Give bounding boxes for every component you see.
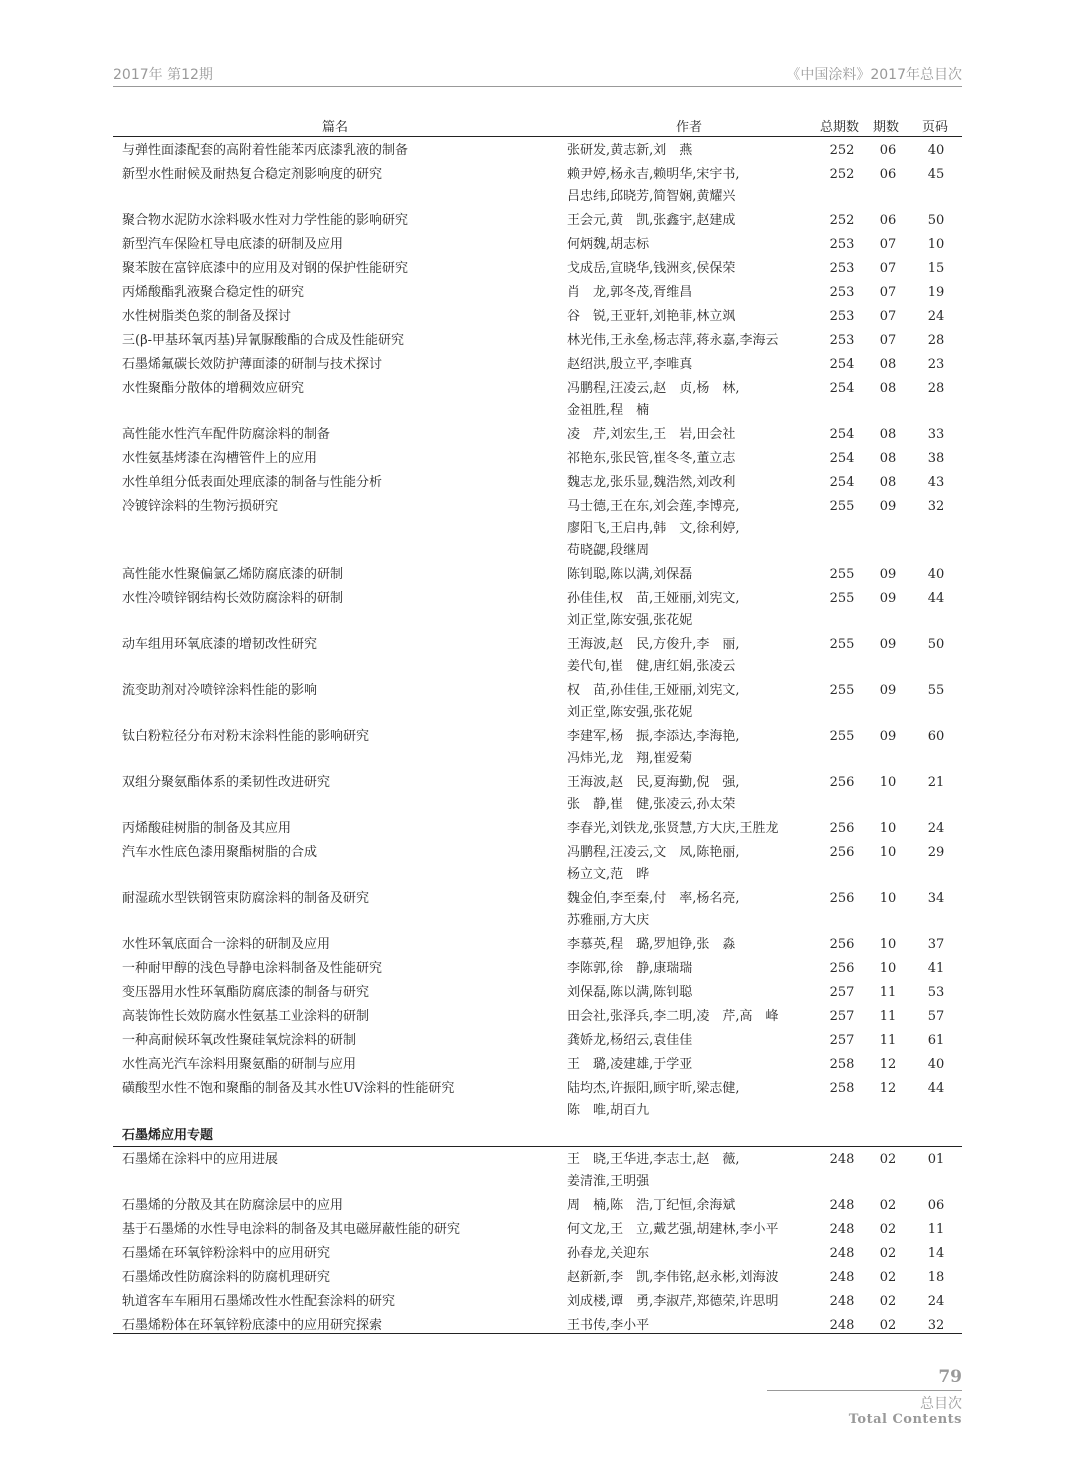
page-number-cell: 55 [927, 683, 945, 698]
article-title: 高性能水性汽车配件防腐涂料的制备 [122, 427, 331, 442]
total-issue: 256 [829, 845, 855, 860]
total-issue: 252 [829, 213, 855, 228]
page-number-cell: 23 [927, 357, 945, 372]
article-authors [567, 958, 822, 980]
total-issue: 248 [829, 1318, 855, 1333]
author-line: 林光伟,王永垒,杨志萍,蒋永嘉,李海云 [567, 333, 779, 348]
author-line: 凌 芹,刘宏生,王 岩,田会社 [567, 427, 736, 442]
total-issue: 248 [829, 1270, 855, 1285]
issue-number: 07 [879, 285, 897, 300]
page-number-cell: 50 [927, 213, 945, 228]
article-authors [567, 982, 822, 1004]
total-issue: 248 [829, 1198, 855, 1213]
issue-number: 06 [879, 167, 897, 182]
column-header-vol: 总期数 [820, 120, 860, 135]
article-authors [567, 588, 822, 632]
total-issue: 258 [829, 1057, 855, 1072]
article-authors [567, 1195, 822, 1217]
total-issue: 256 [829, 821, 855, 836]
page-number-cell: 60 [927, 729, 945, 744]
issue-number: 09 [879, 591, 897, 606]
issue-number: 10 [879, 845, 897, 860]
total-issue: 253 [829, 333, 855, 348]
header-right: 《中国涂料》2017年总目次 [786, 67, 962, 83]
author-line: 肖 龙,郭冬茂,胥维昌 [567, 285, 693, 300]
article-title: 动车组用环氧底漆的增韧改性研究 [122, 637, 318, 652]
issue-number: 08 [879, 357, 897, 372]
author-line: 苟晓勰,段继周 [567, 543, 650, 558]
author-line: 冯鹏程,汪凌云,文 凤,陈艳丽, [567, 845, 740, 860]
article-title: 高装饰性长效防腐水性氨基工业涂料的研制 [122, 1009, 370, 1024]
article-title: 钛白粉粒径分布对粉末涂料性能的影响研究 [122, 729, 370, 744]
article-title: 水性树脂类色浆的制备及探讨 [122, 309, 292, 324]
issue-number: 10 [879, 775, 897, 790]
author-line: 吕忠纬,邱晓芳,简智娴,黄耀兴 [567, 189, 736, 204]
issue-number: 09 [879, 637, 897, 652]
article-authors [567, 934, 822, 956]
author-line: 祁艳东,张民管,崔冬冬,董立志 [567, 451, 736, 466]
column-header-title: 篇名 [322, 120, 349, 135]
total-issue: 252 [829, 143, 855, 158]
article-title: 水性聚酯分散体的增稠效应研究 [122, 381, 305, 396]
author-line: 李春光,刘铁龙,张贤慧,方大庆,王胜龙 [567, 821, 779, 836]
article-title: 汽车水性底色漆用聚酯树脂的合成 [122, 845, 318, 860]
issue-number: 08 [879, 451, 897, 466]
article-authors [567, 634, 822, 678]
article-title: 丙烯酸酯乳液聚合稳定性的研究 [122, 285, 305, 300]
total-issue: 257 [829, 1009, 855, 1024]
column-header-issue: 期数 [873, 120, 900, 135]
article-authors [567, 282, 822, 304]
page-number-cell: 40 [927, 567, 945, 582]
section-title: 石墨烯应用专题 [122, 1128, 214, 1143]
issue-number: 02 [879, 1294, 897, 1309]
issue-number: 06 [879, 143, 897, 158]
total-issue: 248 [829, 1222, 855, 1237]
article-title: 新型汽车保险杠导电底漆的研制及应用 [122, 237, 344, 252]
article-authors [567, 424, 822, 446]
page-number-cell: 57 [927, 1009, 945, 1024]
total-issue: 255 [829, 591, 855, 606]
page-number: 79 [938, 1367, 962, 1387]
article-authors [567, 306, 822, 328]
author-line: 赖尹婷,杨永吉,赖明华,宋宇书, [567, 167, 740, 182]
issue-number: 11 [879, 985, 897, 1000]
author-line: 王会元,黄 凯,张鑫宇,赵建成 [567, 213, 736, 228]
author-line: 陆均杰,许振阳,顾宇昕,梁志健, [567, 1081, 740, 1096]
author-line: 张 静,崔 健,张凌云,孙太荣 [567, 797, 736, 812]
author-line: 陈 唯,胡百九 [567, 1103, 650, 1118]
total-issue: 258 [829, 1081, 855, 1096]
author-line: 冯炜光,龙 翔,崔爱菊 [567, 751, 693, 766]
total-issue: 253 [829, 237, 855, 252]
author-line: 刘保磊,陈以满,陈钊聪 [567, 985, 693, 1000]
author-line: 王 晓,王华进,李志士,赵 薇, [567, 1152, 740, 1167]
issue-number: 02 [879, 1152, 897, 1167]
article-title: 石墨烯粉体在环氧锌粉底漆中的应用研究探索 [122, 1318, 383, 1333]
author-line: 李建军,杨 振,李添达,李海艳, [567, 729, 740, 744]
header-divider [113, 86, 962, 87]
article-authors [567, 210, 822, 232]
article-title: 一种高耐候环氧改性聚硅氧烷涂料的研制 [122, 1033, 357, 1048]
page-number-cell: 19 [927, 285, 945, 300]
article-title: 石墨烯改性防腐涂料的防腐机理研究 [122, 1270, 331, 1285]
author-line: 姜清淮,王明强 [567, 1174, 650, 1189]
author-line: 龚娇龙,杨绍云,袁佳佳 [567, 1033, 693, 1048]
article-authors [567, 726, 822, 770]
issue-number: 09 [879, 499, 897, 514]
article-title: 丙烯酸硅树脂的制备及其应用 [122, 821, 292, 836]
article-authors [567, 888, 822, 932]
author-line: 张研发,黄志新,刘 燕 [567, 143, 693, 158]
article-authors [567, 1243, 822, 1265]
author-line: 王海波,赵 民,方俊升,李 丽, [567, 637, 740, 652]
article-title: 水性氨基烤漆在沟槽管件上的应用 [122, 451, 318, 466]
author-line: 魏志龙,张乐显,魏浩然,刘改利 [567, 475, 736, 490]
article-title: 水性单组分低表面处理底漆的制备与性能分析 [122, 475, 383, 490]
issue-number: 08 [879, 381, 897, 396]
article-authors [567, 496, 822, 562]
page-number-cell: 38 [927, 451, 945, 466]
issue-number: 02 [879, 1222, 897, 1237]
issue-number: 07 [879, 309, 897, 324]
author-line: 何文龙,王 立,戴艺强,胡建林,李小平 [567, 1222, 779, 1237]
footer-label-cn: 总目次 [920, 1396, 962, 1412]
author-line: 姜代旬,崔 健,唐红娟,张凌云 [567, 659, 736, 674]
issue-number: 10 [879, 961, 897, 976]
page-number-cell: 15 [927, 261, 945, 276]
page-number-cell: 11 [927, 1222, 945, 1237]
author-line: 谷 锐,王亚轩,刘艳菲,林立飒 [567, 309, 736, 324]
total-issue: 254 [829, 427, 855, 442]
article-authors [567, 472, 822, 494]
author-line: 田会社,张泽兵,李二明,凌 芹,高 峰 [567, 1009, 779, 1024]
page-number-cell: 50 [927, 637, 945, 652]
page-number-cell: 40 [927, 143, 945, 158]
column-header-page: 页码 [922, 120, 949, 135]
page-number-cell: 01 [927, 1152, 945, 1167]
page-number-cell: 33 [927, 427, 945, 442]
section-rule [113, 1146, 962, 1147]
author-line: 赵新新,李 凯,李伟铭,赵永彬,刘海波 [567, 1270, 779, 1285]
page-number-cell: 21 [927, 775, 945, 790]
page-number-cell: 24 [927, 1294, 945, 1309]
author-line: 陈钊聪,陈以满,刘保磊 [567, 567, 693, 582]
total-issue: 255 [829, 729, 855, 744]
article-title: 基于石墨烯的水性导电涂料的制备及其电磁屏蔽性能的研究 [122, 1222, 461, 1237]
issue-number: 08 [879, 475, 897, 490]
page-number-cell: 37 [927, 937, 945, 952]
issue-number: 02 [879, 1270, 897, 1285]
author-line: 杨立文,范 晔 [567, 867, 650, 882]
article-title: 流变助剂对冷喷锌涂料性能的影响 [122, 683, 318, 698]
article-authors [567, 164, 822, 208]
article-authors [567, 818, 822, 840]
total-issue: 248 [829, 1246, 855, 1261]
article-title: 石墨烯的分散及其在防腐涂层中的应用 [122, 1198, 344, 1213]
page-number-cell: 61 [927, 1033, 945, 1048]
author-line: 王 璐,凌建雄,于学亚 [567, 1057, 693, 1072]
page-number-cell: 32 [927, 499, 945, 514]
column-header-author: 作者 [676, 120, 703, 135]
total-issue: 252 [829, 167, 855, 182]
issue-number: 12 [879, 1057, 897, 1072]
issue-number: 02 [879, 1198, 897, 1213]
total-issue: 253 [829, 285, 855, 300]
article-authors [567, 1006, 822, 1028]
article-title: 水性环氧底面合一涂料的研制及应用 [122, 937, 331, 952]
author-line: 王书传,李小平 [567, 1318, 650, 1333]
article-authors [567, 1291, 822, 1313]
issue-number: 07 [879, 261, 897, 276]
article-title: 石墨烯氟碳长效防护薄面漆的研制与技术探讨 [122, 357, 383, 372]
issue-number: 02 [879, 1318, 897, 1333]
page-number-cell: 06 [927, 1198, 945, 1213]
author-line: 王海波,赵 民,夏海勤,倪 强, [567, 775, 740, 790]
article-title: 一种耐甲醇的浅色导静电涂料制备及性能研究 [122, 961, 383, 976]
footer-label-en: Total Contents [848, 1412, 962, 1427]
total-issue: 254 [829, 381, 855, 396]
total-issue: 256 [829, 937, 855, 952]
article-authors [567, 564, 822, 586]
page-number-cell: 45 [927, 167, 945, 182]
issue-number: 08 [879, 427, 897, 442]
page-number-cell: 40 [927, 1057, 945, 1072]
author-line: 金祖胜,程 楠 [567, 403, 650, 418]
total-issue: 255 [829, 567, 855, 582]
total-issue: 256 [829, 961, 855, 976]
article-authors [567, 378, 822, 422]
page-number-cell: 43 [927, 475, 945, 490]
author-line: 权 苗,孙佳佳,王娅丽,刘宪文, [567, 683, 740, 698]
issue-number: 12 [879, 1081, 897, 1096]
issue-number: 06 [879, 213, 897, 228]
page-number-cell: 41 [927, 961, 945, 976]
article-title: 石墨烯在环氧锌粉涂料中的应用研究 [122, 1246, 331, 1261]
total-issue: 256 [829, 775, 855, 790]
author-line: 孙佳佳,权 苗,王娅丽,刘宪文, [567, 591, 740, 606]
article-title: 水性高光汽车涂料用聚氨酯的研制与应用 [122, 1057, 357, 1072]
article-authors [567, 234, 822, 256]
article-authors [567, 1054, 822, 1076]
author-line: 魏金伯,李至秦,付 率,杨名亮, [567, 891, 740, 906]
author-line: 赵绍洪,殷立平,李唯真 [567, 357, 693, 372]
author-line: 冯鹏程,汪凌云,赵 贞,杨 林, [567, 381, 740, 396]
article-authors [567, 1219, 822, 1241]
total-issue: 254 [829, 451, 855, 466]
issue-number: 09 [879, 729, 897, 744]
article-authors [567, 1078, 822, 1122]
page-number-cell: 10 [927, 237, 945, 252]
article-title: 冷镀锌涂料的生物污损研究 [122, 499, 279, 514]
page-number-cell: 24 [927, 821, 945, 836]
issue-number: 09 [879, 683, 897, 698]
total-issue: 257 [829, 1033, 855, 1048]
author-line: 廖阳飞,王启冉,韩 文,徐利婷, [567, 521, 740, 536]
table-top-rule [113, 136, 962, 137]
article-authors [567, 1030, 822, 1052]
total-issue: 257 [829, 985, 855, 1000]
page-number-cell: 14 [927, 1246, 945, 1261]
article-title: 磺酸型水性不饱和聚酯的制备及其水性UV涂料的性能研究 [122, 1081, 455, 1096]
article-authors [567, 1267, 822, 1289]
page-number-cell: 28 [927, 381, 945, 396]
page-number-cell: 29 [927, 845, 945, 860]
page-number-cell: 44 [927, 1081, 945, 1096]
article-title: 高性能水性聚偏氯乙烯防腐底漆的研制 [122, 567, 344, 582]
author-line: 刘正堂,陈安强,张花妮 [567, 613, 693, 628]
article-title: 水性冷喷锌钢结构长效防腐涂料的研制 [122, 591, 344, 606]
page-number-cell: 18 [927, 1270, 945, 1285]
article-title: 新型水性耐候及耐热复合稳定剂影响度的研究 [122, 167, 383, 182]
author-line: 刘成楼,谭 勇,李淑芹,郑德荣,许思明 [567, 1294, 779, 1309]
issue-number: 07 [879, 237, 897, 252]
author-line: 李慕英,程 璐,罗旭铮,张 淼 [567, 937, 736, 952]
page-number-cell: 53 [927, 985, 945, 1000]
article-title: 耐湿疏水型铁钢管束防腐涂料的制备及研究 [122, 891, 370, 906]
issue-number: 10 [879, 891, 897, 906]
issue-number: 11 [879, 1009, 897, 1024]
article-title: 石墨烯在涂料中的应用进展 [122, 1152, 279, 1167]
header-left: 2017年 第12期 [113, 67, 213, 83]
article-authors [567, 772, 822, 816]
author-line: 周 楠,陈 浩,丁纪恒,余海斌 [567, 1198, 736, 1213]
article-authors [567, 842, 822, 886]
total-issue: 253 [829, 261, 855, 276]
article-title: 双组分聚氨酯体系的柔韧性改进研究 [122, 775, 331, 790]
article-authors [567, 448, 822, 470]
article-authors [567, 140, 822, 162]
author-line: 何炳魏,胡志标 [567, 237, 650, 252]
total-issue: 254 [829, 475, 855, 490]
author-line: 戈成岳,宣晓华,钱洲亥,侯保荣 [567, 261, 736, 276]
total-issue: 248 [829, 1152, 855, 1167]
issue-number: 07 [879, 333, 897, 348]
issue-number: 10 [879, 821, 897, 836]
total-issue: 253 [829, 309, 855, 324]
issue-number: 02 [879, 1246, 897, 1261]
article-title: 三(β-甲基环氧丙基)异氰脲酸酯的合成及性能研究 [122, 333, 405, 348]
total-issue: 255 [829, 499, 855, 514]
article-authors [567, 680, 822, 724]
page-number-cell: 28 [927, 333, 945, 348]
issue-number: 10 [879, 937, 897, 952]
article-authors [567, 354, 822, 376]
footer-divider [767, 1390, 962, 1391]
article-authors [567, 330, 822, 352]
page-number-cell: 24 [927, 309, 945, 324]
article-title: 与弹性面漆配套的高附着性能苯丙底漆乳液的制备 [122, 143, 409, 158]
total-issue: 254 [829, 357, 855, 372]
total-issue: 256 [829, 891, 855, 906]
issue-number: 09 [879, 567, 897, 582]
article-title: 聚合物水泥防水涂料吸水性对力学性能的影响研究 [122, 213, 409, 228]
author-line: 苏雅丽,方大庆 [567, 913, 650, 928]
total-issue: 248 [829, 1294, 855, 1309]
article-title: 变压器用水性环氧酯防腐底漆的制备与研究 [122, 985, 370, 1000]
page-number-cell: 32 [927, 1318, 945, 1333]
article-authors [567, 258, 822, 280]
total-issue: 255 [829, 637, 855, 652]
article-authors [567, 1149, 822, 1193]
total-issue: 255 [829, 683, 855, 698]
author-line: 李陈郭,徐 静,康瑞瑞 [567, 961, 693, 976]
page-number-cell: 34 [927, 891, 945, 906]
author-line: 孙春龙,关迎东 [567, 1246, 650, 1261]
issue-number: 11 [879, 1033, 897, 1048]
article-title: 聚苯胺在富锌底漆中的应用及对钢的保护性能研究 [122, 261, 409, 276]
table-bottom-rule [113, 1333, 962, 1334]
article-title: 轨道客车车厢用石墨烯改性水性配套涂料的研究 [122, 1294, 396, 1309]
author-line: 刘正堂,陈安强,张花妮 [567, 705, 693, 720]
page-number-cell: 44 [927, 591, 945, 606]
author-line: 马士德,王在东,刘会莲,李博亮, [567, 499, 740, 514]
